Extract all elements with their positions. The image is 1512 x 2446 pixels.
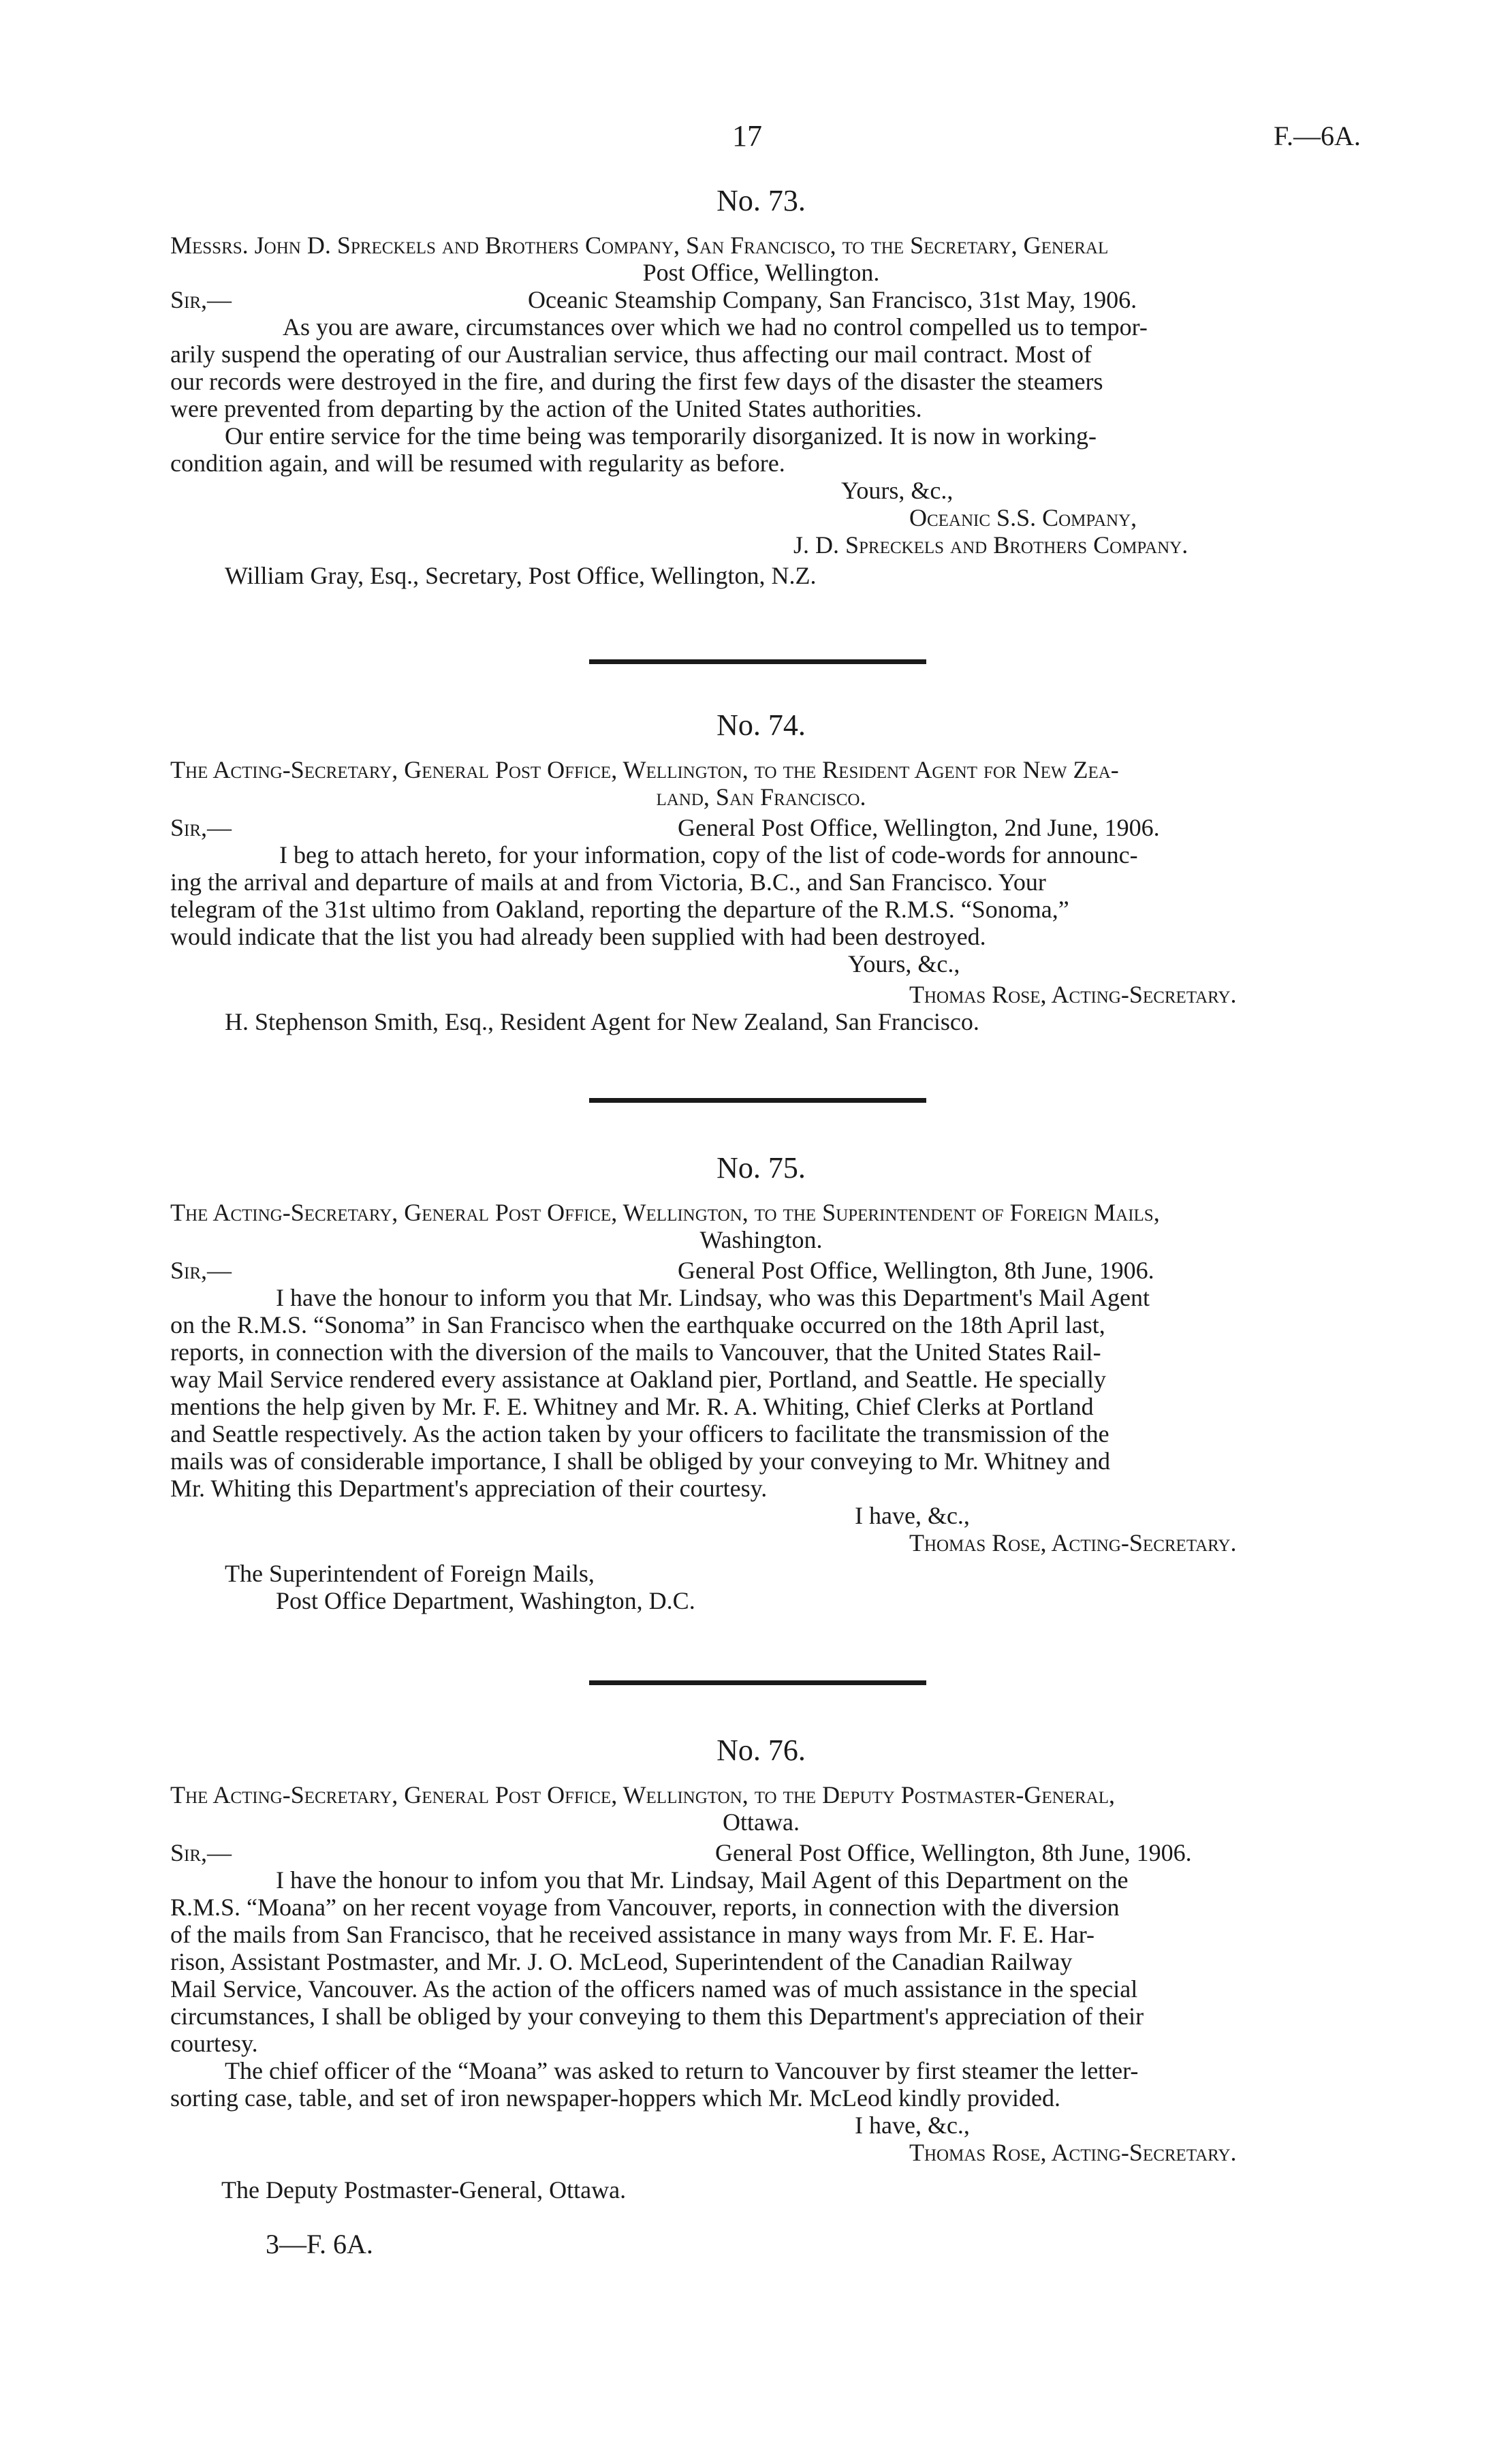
letter-76-number: No. 76.	[716, 1734, 806, 1767]
letter-74-body-line: telegram of the 31st ultimo from Oakland, reporting the departure of the R.M.S. “Sonoma,”	[170, 896, 1069, 923]
letter-73-signature: J. D. Spreckels and Brothers Company.	[793, 531, 1188, 559]
letter-76-body-line: I have the honour to infom you that Mr. Lindsay, Mail Agent of this Department on the	[276, 1866, 1129, 1894]
letter-75-body-line: Mr. Whiting this Department's appreciation of their courtesy.	[170, 1475, 768, 1502]
letter-73-body-line: were prevented from departing by the action of the United States authorities.	[170, 395, 922, 422]
letter-76-body-line: sorting case, table, and set of iron newspaper-hoppers which Mr. McLeod kindly provided.	[170, 2084, 1060, 2112]
signature-mark: 3—F. 6A.	[266, 2229, 373, 2259]
letter-76-body-line: The chief officer of the “Moana” was asked to return to Vancouver by first steamer the letter-	[225, 2057, 1139, 2084]
letter-75-recipient: Post Office Department, Washington, D.C.	[276, 1587, 695, 1614]
letter-74-recipient: H. Stephenson Smith, Esq., Resident Agent for New Zealand, San Francisco.	[225, 1008, 979, 1035]
letter-75-recipient: The Superintendent of Foreign Mails,	[225, 1560, 595, 1587]
letter-76-addressee: The Acting-Secretary, General Post Office, Wellington, to the Deputy Postmaster-General,	[170, 1781, 1115, 1808]
letter-73-number: No. 73.	[716, 184, 806, 217]
letter-75-body-line: on the R.M.S. “Sonoma” in San Francisco when the earthquake occurred on the 18th April last,	[170, 1311, 1105, 1338]
letter-75-addressee-cont: Washington.	[699, 1226, 823, 1253]
letter-73-body-line: Our entire service for the time being was temporarily disorganized. It is now in working-	[225, 422, 1097, 450]
letter-73-closing: Yours, &c.,	[841, 477, 954, 504]
letter-73-body-line: As you are aware, circumstances over which we had no control compelled us to tempor-	[283, 313, 1148, 341]
letter-75-closing: I have, &c.,	[855, 1502, 970, 1529]
letter-73-addressee: Messrs. John D. Spreckels and Brothers Company, San Francisco, to the Secretary, General	[170, 232, 1109, 259]
letter-73-signature: Oceanic S.S. Company,	[909, 504, 1137, 531]
letter-76-recipient: The Deputy Postmaster-General, Ottawa.	[221, 2176, 627, 2204]
letter-75-body-line: I have the honour to inform you that Mr. Lindsay, who was this Department's Mail Agent	[276, 1284, 1150, 1311]
letter-74-dateline: General Post Office, Wellington, 2nd June, 1906.	[678, 814, 1160, 841]
letter-76-body-line: of the mails from San Francisco, that he received assistance in many ways from Mr. F. E. Har-	[170, 1921, 1095, 1948]
letter-73-salutation: Sir,—	[170, 286, 232, 313]
letter-74-addressee-cont: land, San Francisco.	[656, 783, 866, 811]
letter-74-body-line: I beg to attach hereto, for your information, copy of the list of code-words for announc-	[279, 841, 1138, 868]
letter-73-body-line: our records were destroyed in the fire, and during the first few days of the disaster the steamers	[170, 368, 1103, 395]
letter-76-body-line: rison, Assistant Postmaster, and Mr. J. O. McLeod, Superintendent of the Canadian Railway	[170, 1948, 1073, 1975]
letter-75-addressee: The Acting-Secretary, General Post Office, Wellington, to the Superintendent of Foreign Mails,	[170, 1199, 1160, 1226]
letter-74-body-line: would indicate that the list you had already been supplied with had been destroyed.	[170, 923, 986, 950]
letter-76-body-line: courtesy.	[170, 2030, 258, 2057]
letter-76-closing: I have, &c.,	[855, 2112, 970, 2139]
letter-74-addressee: The Acting-Secretary, General Post Office, Wellington, to the Resident Agent for New Zea-	[170, 756, 1119, 783]
letter-73-body-line: condition again, and will be resumed with regularity as before.	[170, 450, 785, 477]
letter-75-salutation: Sir,—	[170, 1257, 232, 1284]
letter-74-closing: Yours, &c.,	[848, 950, 960, 977]
letter-75-signature: Thomas Rose, Acting-Secretary.	[909, 1529, 1237, 1556]
letter-76-signature: Thomas Rose, Acting-Secretary.	[909, 2139, 1237, 2166]
letter-76-body-line: circumstances, I shall be obliged by your conveying to them this Department's appreciation of their	[170, 2003, 1144, 2030]
letter-75-body-line: and Seattle respectively. As the action taken by your officers to facilitate the transmission of the	[170, 1420, 1109, 1447]
letter-74-body-line: ing the arrival and departure of mails at and from Victoria, B.C., and San Francisco. Your	[170, 868, 1046, 896]
letter-74-salutation: Sir,—	[170, 814, 232, 841]
letter-75-body-line: mentions the help given by Mr. F. E. Whitney and Mr. R. A. Whiting, Chief Clerks at Portland	[170, 1393, 1094, 1420]
letter-75-body-line: mails was of considerable importance, I shall be obliged by your conveying to Mr. Whitney and	[170, 1447, 1111, 1475]
page-number: 17	[732, 119, 762, 153]
letter-73-body-line: arily suspend the operating of our Australian service, thus affecting our mail contract. Most of	[170, 341, 1092, 368]
letter-76-addressee-cont: Ottawa.	[723, 1808, 800, 1836]
letter-76-body-line: Mail Service, Vancouver. As the action of the officers named was of much assistance in the special	[170, 1975, 1138, 2003]
letter-76-salutation: Sir,—	[170, 1839, 232, 1866]
letter-73-addressee-cont: Post Office, Wellington.	[642, 259, 880, 286]
letter-74-signature: Thomas Rose, Acting-Secretary.	[909, 981, 1237, 1008]
letter-73-dateline: Oceanic Steamship Company, San Francisco, 31st May, 1906.	[528, 286, 1137, 313]
section-divider	[589, 1680, 926, 1685]
letter-76-dateline: General Post Office, Wellington, 8th June, 1906.	[715, 1839, 1192, 1866]
letter-76-body-line: R.M.S. “Moana” on her recent voyage from Vancouver, reports, in connection with the diversion	[170, 1894, 1120, 1921]
section-divider	[589, 659, 926, 664]
letter-75-body-line: reports, in connection with the diversion of the mails to Vancouver, that the United States Rail-	[170, 1338, 1101, 1366]
letter-75-number: No. 75.	[716, 1151, 806, 1185]
letter-75-dateline: General Post Office, Wellington, 8th June, 1906.	[678, 1257, 1154, 1284]
letter-74-number: No. 74.	[716, 708, 806, 742]
section-divider	[589, 1098, 926, 1103]
letter-75-body-line: way Mail Service rendered every assistance at Oakland pier, Portland, and Seattle. He specially	[170, 1366, 1107, 1393]
letter-73-recipient: William Gray, Esq., Secretary, Post Office, Wellington, N.Z.	[225, 562, 817, 589]
document-reference: F.—6A.	[1274, 121, 1361, 151]
